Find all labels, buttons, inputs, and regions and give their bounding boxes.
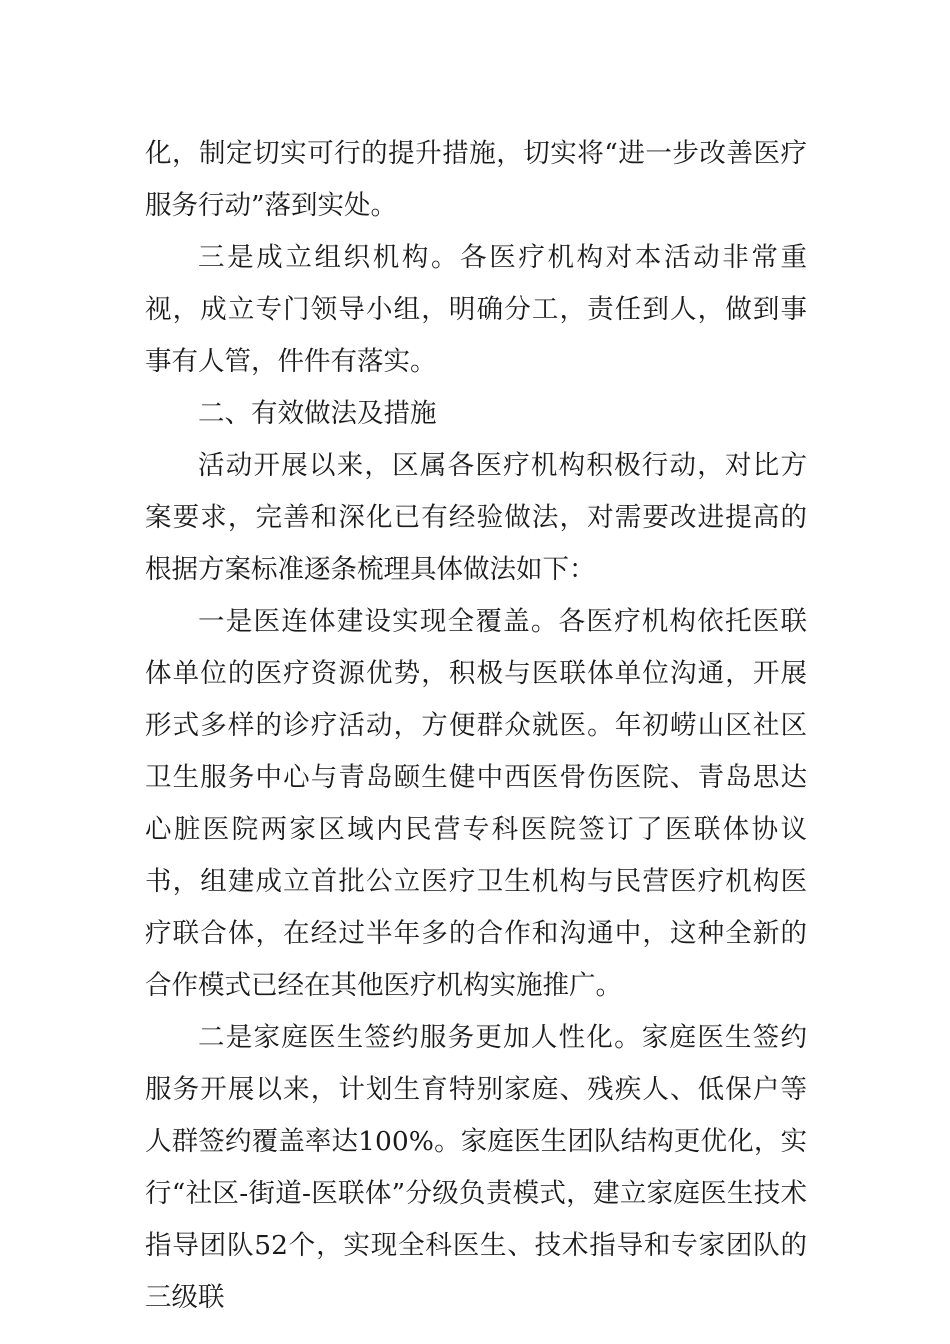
paragraph-continuation: 化，制定切实可行的提升措施，切实将“进一步改善医疗服务行动”落到实处。 [145, 138, 807, 221]
body-text [145, 128, 807, 1324]
section-heading: 二、有效做法及措施 [198, 398, 437, 429]
paragraph-organization: 三是成立组织机构。各医疗机构对本活动非常重视，成立专门领导小组，明确分工，责任到人，做到事事有人管，件件有落实。 [145, 242, 807, 377]
paragraph-medical-alliance: 一是医连体建设实现全覆盖。各医疗机构依托医联体单位的医疗资源优势，积极与医联体单位沟通，开展形式多样的诊疗活动，方便群众就医。年初崂山区社区卫生服务中心与青岛颐生健中西医骨伤医院、青岛思达心脏医院两家区域内民营专科医院签订了医联体协议书，组建成立首批公立医疗卫生机构与民营医疗机构医疗联合体，在经过半年多的合作和沟通中，这种全新的合作模式已经在其他医疗机构实施推广。 [145, 606, 807, 1001]
paragraph-intro: 活动开展以来，区属各医疗机构积极行动，对比方案要求，完善和深化已有经验做法，对需要改进提高的根据方案标准逐条梳理具体做法如下： [145, 450, 807, 585]
paragraph-family-doctor: 二是家庭医生签约服务更加人性化。家庭医生签约服务开展以来，计划生育特别家庭、残疾人、低保户等人群签约覆盖率达100%。家庭医生团队结构更优化，实行“社区-街道-医联体”分级负责模式，建立家庭医生技术指导团队52个，实现全科医生、技术指导和专家团队的三级联 [145, 1022, 807, 1313]
